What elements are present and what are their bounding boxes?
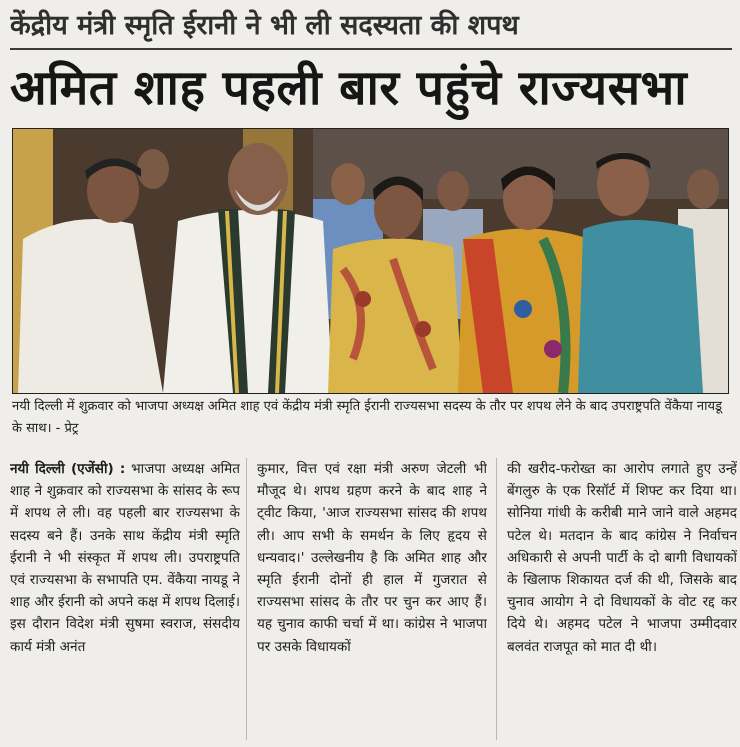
photo-caption: नयी दिल्ली में शुक्रवार को भाजपा अध्यक्ष अमित शाह एवं केंद्रीय मंत्री स्मृति ईरानी राज्यसभा सदस्य के तौर पर शपथ लेने के बाद उपराष्ट्रपति वेंकैया नायडू के साथ। - प्रेट्र: [12, 399, 722, 436]
dateline: नयी दिल्ली (एजेंसी) :: [10, 461, 126, 477]
kicker-headline: केंद्रीय मंत्री स्मृति ईरानी ने भी ली सदस्यता की शपथ: [10, 10, 519, 41]
headline-rule: [10, 48, 732, 50]
column-divider: [496, 458, 497, 740]
main-headline: अमित शाह पहली बार पहुंचे राज्यसभा: [10, 60, 688, 116]
article-text-1: भाजपा अध्यक्ष अमित शाह ने शुक्रवार को राज्यसभा के सांसद के रूप में शपथ ले ली। वह पहली बार राज्यसभा के सदस्य बने हैं। उनके साथ केंद्रीय मंत्री स्मृति ईरानी ने भी संस्कृत में शपथ ली। उपराष्ट्रपति एवं राज्यसभा के सभापति एम. वेंकैया नायडू ने शाह और ईरानी को अपने कक्ष में शपथ दिलाई। इस दौरान विदेश मंत्री सुषमा स्वराज, संसदीय कार्य मंत्री अनंत: [10, 461, 240, 655]
photo-illustration: [13, 129, 728, 393]
article-column-2: [257, 458, 487, 742]
article-column-1: [10, 458, 240, 742]
article-text-2: कुमार, वित्त एवं रक्षा मंत्री अरुण जेटली भी मौजूद थे। शपथ ग्रहण करने के बाद शाह ने ट्वीट किया, 'आज राज्यसभा सांसद की शपथ ली। आप सभी के समर्थन के लिए हृदय से धन्यवाद।' उल्लेखनीय है कि अमित शाह और स्मृति ईरानी दोनों ही हाल में गुजरात से राज्यसभा सांसद के तौर पर चुन कर आए हैं। यह चुनाव काफी चर्चा में था। कांग्रेस ने भाजपा पर उसके विधायकों: [257, 461, 487, 655]
column-divider: [246, 458, 247, 740]
article-text-3: की खरीद-फरोख्त का आरोप लगाते हुए उन्हें बेंगलुरु के एक रिसॉर्ट में शिफ्ट कर दिया था। सोनिया गांधी के करीबी माने जाने वाले अहमद पटेल थे। मतदान के बाद कांग्रेस ने निर्वाचन अधिकारी से अपनी पार्टी के दो बागी विधायकों के खिलाफ शिकायत दर्ज की थी, जिसके बाद चुनाव आयोग ने दो विधायकों के वोट रद्द कर दिये थे। अहमद पटेल ने भाजपा उम्मीदवार बलवंत राजपूत को मात दी थी।: [507, 461, 737, 655]
article-column-3: [507, 458, 737, 742]
news-photo: [12, 128, 729, 394]
